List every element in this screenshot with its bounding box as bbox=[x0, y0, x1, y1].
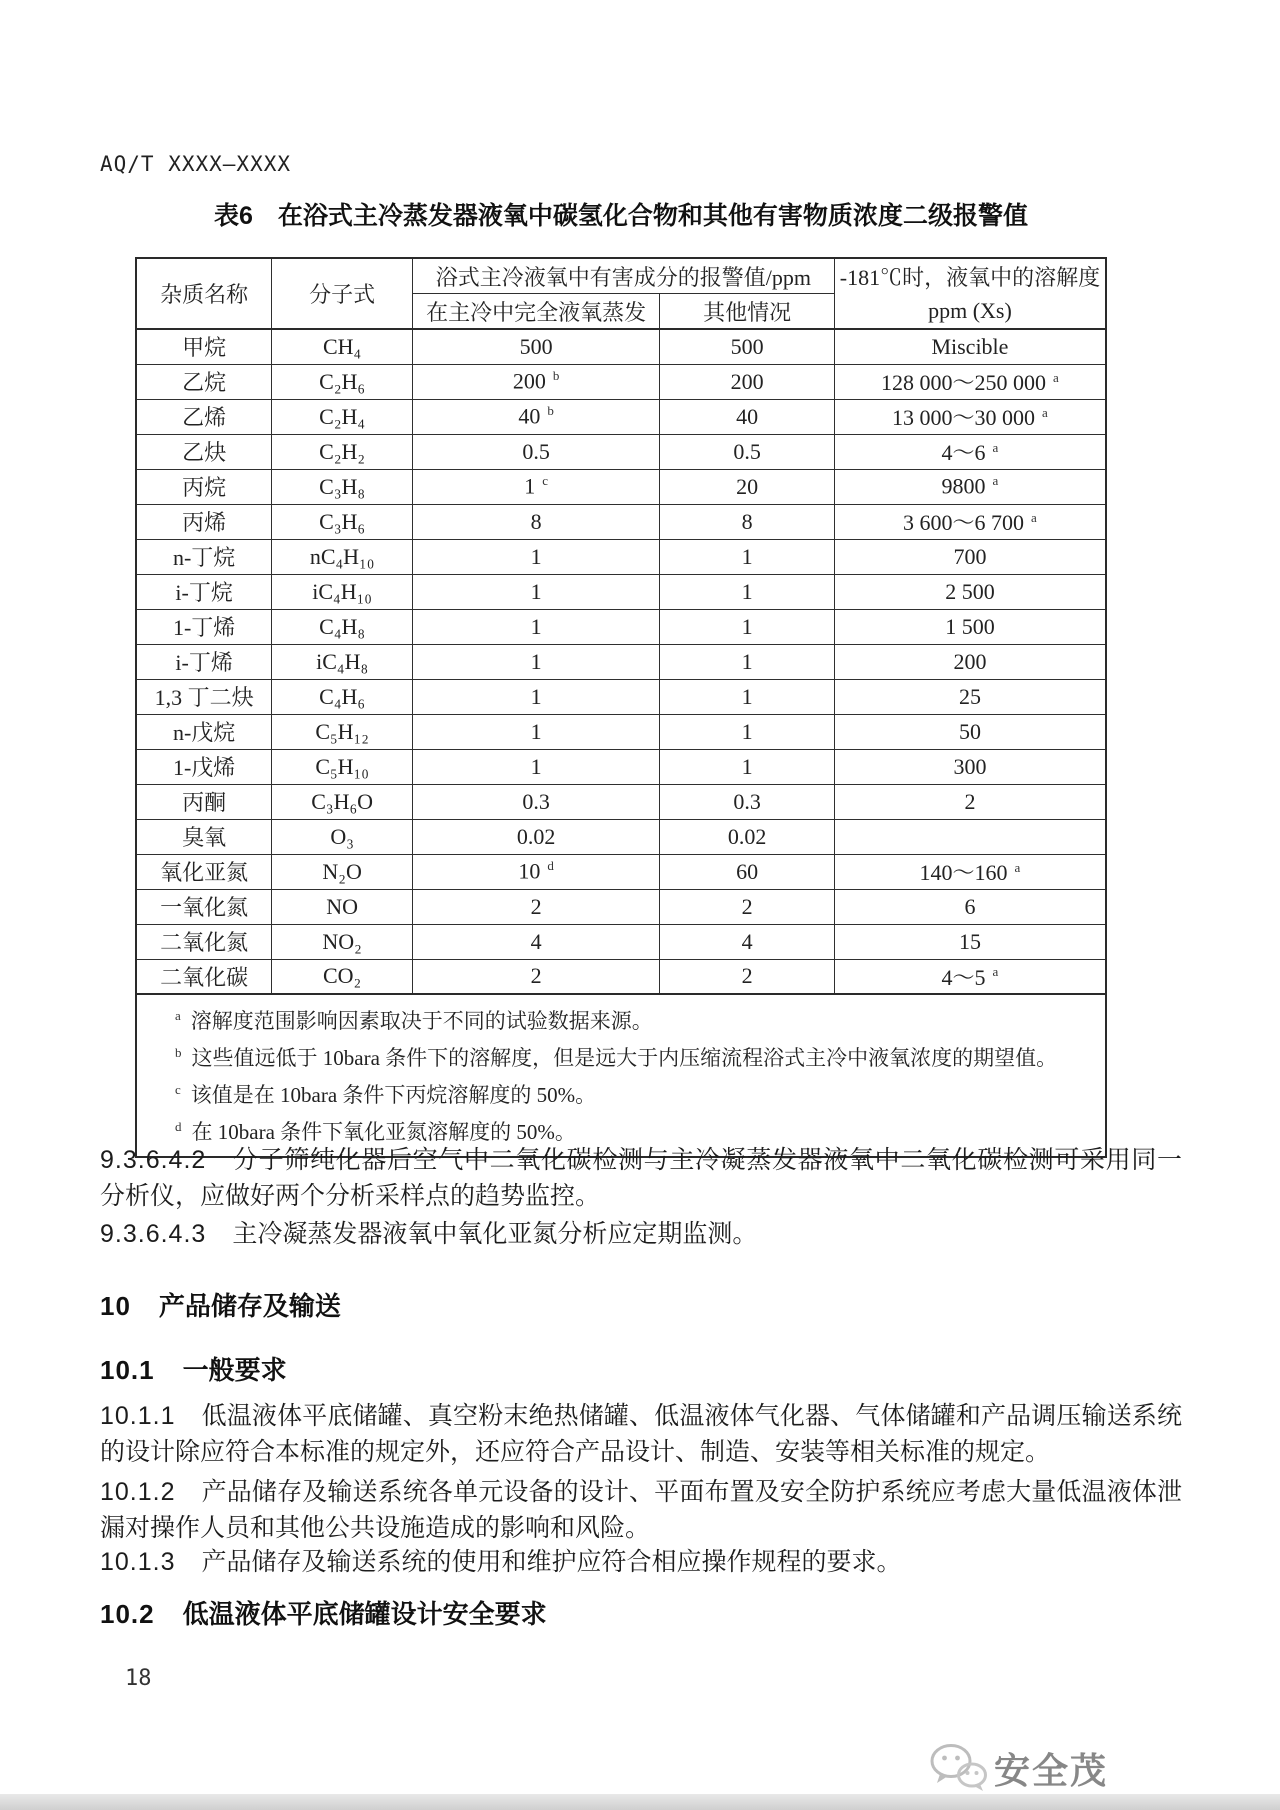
cell-alarm-full-evap: 1 bbox=[412, 749, 659, 784]
clause-text: 低温液体平底储罐、真空粉末绝热储罐、低温液体气化器、气体储罐和产品调压输送系统的设计除应符合本标准的规定外，还应符合产品设计、制造、安装等相关标准的规定。 bbox=[100, 1403, 1182, 1466]
cell-impurity-name: 甲烷 bbox=[136, 329, 272, 364]
watermark-logo bbox=[930, 1740, 1170, 1796]
cell-impurity-name: 丙烯 bbox=[136, 504, 272, 539]
cell-solubility: 128 000～250 000 $^a$ bbox=[834, 364, 1106, 399]
cell-alarm-other: 2 bbox=[660, 959, 835, 994]
cell-solubility: 15 bbox=[834, 924, 1106, 959]
cell-alarm-other: 0.3 bbox=[660, 784, 835, 819]
cell-impurity-name: 乙炔 bbox=[136, 434, 272, 469]
col-header-alarm-group: 浴式主冷液氧中有害成分的报警值/ppm bbox=[412, 258, 834, 294]
cell-alarm-other: 1 bbox=[660, 609, 835, 644]
cell-alarm-full-evap: 1 bbox=[412, 679, 659, 714]
clause-text: 主冷凝蒸发器液氧中氧化亚氮分析应定期监测。 bbox=[232, 1221, 758, 1248]
table-row bbox=[136, 329, 1106, 364]
table-row bbox=[136, 784, 1106, 819]
table-row bbox=[136, 959, 1106, 994]
cell-formula: C₅H₁₂ bbox=[272, 714, 413, 749]
footnote-marker: b bbox=[175, 1045, 182, 1060]
cell-alarm-full-evap: 500 bbox=[412, 329, 659, 364]
cell-solubility: 2 bbox=[834, 784, 1106, 819]
cell-solubility: 9800 $^a$ bbox=[834, 469, 1106, 504]
table-row bbox=[136, 714, 1106, 749]
cell-alarm-other: 1 bbox=[660, 749, 835, 784]
cell-formula: C₄H₈ bbox=[272, 609, 413, 644]
cell-impurity-name: 丙烷 bbox=[136, 469, 272, 504]
cell-alarm-other: 60 bbox=[660, 854, 835, 889]
clause-number: 10.1.3 bbox=[100, 1548, 176, 1576]
chat-bubbles-icon bbox=[930, 1743, 988, 1793]
table-row bbox=[136, 434, 1106, 469]
cell-alarm-full-evap: 1 bbox=[412, 574, 659, 609]
footnote-marker: a bbox=[992, 439, 999, 455]
footnote-marker: c bbox=[542, 473, 548, 489]
table-row bbox=[136, 679, 1106, 714]
cell-impurity-name: 1,3 丁二炔 bbox=[136, 679, 272, 714]
cell-alarm-other: 1 bbox=[660, 679, 835, 714]
clause-9-3-6-4-3 bbox=[100, 1216, 1182, 1253]
cell-alarm-full-evap: 1 bbox=[412, 539, 659, 574]
cell-impurity-name: n-丁烷 bbox=[136, 539, 272, 574]
cell-formula: CO₂ bbox=[272, 959, 413, 994]
cell-solubility: 2 500 bbox=[834, 574, 1106, 609]
clause-number: 10.1.2 bbox=[100, 1478, 176, 1506]
table-row bbox=[136, 819, 1106, 854]
clause-text: 分子筛纯化器后空气中二氧化碳检测与主冷凝蒸发器液氧中二氧化碳检测可采用同一分析仪，应做好两个分析采样点的趋势监控。 bbox=[100, 1147, 1182, 1210]
cell-impurity-name: 二氧化碳 bbox=[136, 959, 272, 994]
footnote-line: $^b$ 这些值远低于 10bara 条件下的溶解度，但是远大于内压缩流程浴式主冷中液氧浓度的期望值。 bbox=[175, 1045, 1058, 1070]
clause-text: 产品储存及输送系统各单元设备的设计、平面布置及安全防护系统应考虑大量低温液体泄漏对操作人员和其他公共设施造成的影响和风险。 bbox=[100, 1479, 1182, 1542]
cell-formula: C₃H₆O bbox=[272, 784, 413, 819]
col-header-formula: 分子式 bbox=[272, 258, 413, 329]
cell-formula: CH₄ bbox=[272, 329, 413, 364]
col-header-solubility bbox=[834, 258, 1106, 329]
cell-alarm-full-evap: 40 $^b$ bbox=[412, 399, 659, 434]
footnote-marker: a bbox=[1042, 404, 1048, 420]
cell-impurity-name: 1-戊烯 bbox=[136, 749, 272, 784]
cell-impurity-name: 乙烷 bbox=[136, 364, 272, 399]
cell-alarm-other: 500 bbox=[660, 329, 835, 364]
cell-alarm-other: 1 bbox=[660, 574, 835, 609]
cell-solubility: 700 bbox=[834, 539, 1106, 574]
standard-code: AQ/T XXXX—XXXX bbox=[100, 152, 292, 176]
cell-solubility: 25 bbox=[834, 679, 1106, 714]
cell-solubility: 4～5 $^a$ bbox=[834, 959, 1106, 994]
footnote-marker: a bbox=[175, 1008, 181, 1023]
footnote-marker: a bbox=[992, 473, 999, 489]
table6-title: 表6 在浴式主冷蒸发器液氧中碳氢化合物和其他有害物质浓度二级报警值 bbox=[214, 202, 1028, 230]
cell-alarm-other: 1 bbox=[660, 714, 835, 749]
cell-formula: C₂H₄ bbox=[272, 399, 413, 434]
footnote-marker: b bbox=[552, 368, 560, 384]
section-number: 10 bbox=[100, 1291, 131, 1321]
cell-alarm-full-evap: 1 $^c$ bbox=[412, 469, 659, 504]
col-header-full-evap: 在主冷中完全液氧蒸发 bbox=[412, 294, 659, 330]
cell-solubility bbox=[834, 819, 1106, 854]
clause-10-1-3 bbox=[100, 1544, 1182, 1581]
cell-impurity-name: 1-丁烯 bbox=[136, 609, 272, 644]
table-row bbox=[136, 924, 1106, 959]
cell-solubility: 4～6 $^a$ bbox=[834, 434, 1106, 469]
section-heading-10-2 bbox=[100, 1594, 1182, 1631]
cell-formula: O₃ bbox=[272, 819, 413, 854]
cell-alarm-other: 0.5 bbox=[660, 434, 835, 469]
table-row bbox=[136, 854, 1106, 889]
cell-impurity-name: 丙酮 bbox=[136, 784, 272, 819]
cell-alarm-full-evap: 2 bbox=[412, 889, 659, 924]
cell-formula: C₂H₆ bbox=[272, 364, 413, 399]
cell-formula: C₃H₆ bbox=[272, 504, 413, 539]
cell-alarm-full-evap: 1 bbox=[412, 714, 659, 749]
section-title: 低温液体平底储罐设计安全要求 bbox=[182, 1599, 547, 1629]
watermark-text: 安全茂 bbox=[994, 1749, 1109, 1791]
cell-alarm-other: 200 bbox=[660, 364, 835, 399]
footnote-marker: a bbox=[992, 964, 999, 980]
table-row bbox=[136, 364, 1106, 399]
page-number: 18 bbox=[125, 1666, 152, 1691]
table-footnote-row bbox=[136, 994, 1106, 1157]
cell-solubility: 140～160 $^a$ bbox=[834, 854, 1106, 889]
bottom-scan-strip bbox=[0, 1794, 1280, 1810]
table-row bbox=[136, 469, 1106, 504]
col-header-other-cases: 其他情况 bbox=[660, 294, 835, 330]
cell-alarm-full-evap: 8 bbox=[412, 504, 659, 539]
cell-alarm-full-evap: 1 bbox=[412, 644, 659, 679]
cell-impurity-name: 臭氧 bbox=[136, 819, 272, 854]
cell-alarm-other: 8 bbox=[660, 504, 835, 539]
table-row bbox=[136, 504, 1106, 539]
clause-number: 9.3.6.4.2 bbox=[100, 1146, 207, 1174]
cell-alarm-full-evap: 0.3 bbox=[412, 784, 659, 819]
cell-alarm-other: 2 bbox=[660, 889, 835, 924]
cell-solubility: 200 bbox=[834, 644, 1106, 679]
footnote-marker: a bbox=[1053, 369, 1059, 385]
cell-solubility: 6 bbox=[834, 889, 1106, 924]
cell-formula: iC₄H₈ bbox=[272, 644, 413, 679]
footnote-marker: a bbox=[1014, 859, 1021, 875]
clause-number: 9.3.6.4.3 bbox=[100, 1220, 207, 1248]
table-footnotes bbox=[136, 994, 1106, 1157]
section-number: 10.1 bbox=[100, 1355, 155, 1385]
cell-formula: nC₄H₁₀ bbox=[272, 539, 413, 574]
cell-alarm-full-evap: 2 bbox=[412, 959, 659, 994]
cell-solubility: Miscible bbox=[834, 329, 1106, 364]
table-row bbox=[136, 889, 1106, 924]
cell-formula: iC₄H₁₀ bbox=[272, 574, 413, 609]
footnote-marker: c bbox=[175, 1082, 181, 1097]
cell-alarm-full-evap: 200 $^b$ bbox=[412, 364, 659, 399]
table-row bbox=[136, 574, 1106, 609]
cell-formula: NO₂ bbox=[272, 924, 413, 959]
footnote-line: $^d$ 在 10bara 条件下氧化亚氮溶解度的 50%。 bbox=[175, 1119, 576, 1144]
cell-alarm-other: 4 bbox=[660, 924, 835, 959]
clause-10-1-1 bbox=[100, 1398, 1182, 1471]
cell-formula: C₃H₈ bbox=[272, 469, 413, 504]
table-row bbox=[136, 539, 1106, 574]
cell-formula: N₂O bbox=[272, 854, 413, 889]
cell-impurity-name: 二氧化氮 bbox=[136, 924, 272, 959]
section-heading-10 bbox=[100, 1286, 1182, 1323]
cell-alarm-full-evap: 4 bbox=[412, 924, 659, 959]
table-header-row-1 bbox=[136, 258, 1106, 294]
solubility-header-line1: -181℃时，液氧中的溶解度 bbox=[839, 264, 1101, 290]
clause-text: 产品储存及输送系统的使用和维护应符合相应操作规程的要求。 bbox=[201, 1549, 902, 1576]
cell-formula: C₂H₂ bbox=[272, 434, 413, 469]
cell-solubility: 50 bbox=[834, 714, 1106, 749]
clause-number: 10.1.1 bbox=[100, 1402, 176, 1430]
cell-alarm-full-evap: 0.5 bbox=[412, 434, 659, 469]
clause-10-1-2 bbox=[100, 1474, 1182, 1547]
cell-alarm-other: 40 bbox=[660, 399, 835, 434]
cell-impurity-name: i-丁烯 bbox=[136, 644, 272, 679]
cell-alarm-full-evap: 1 bbox=[412, 609, 659, 644]
section-heading-10-1 bbox=[100, 1350, 1182, 1387]
cell-alarm-other: 1 bbox=[660, 539, 835, 574]
table-row bbox=[136, 609, 1106, 644]
footnote-line: $^c$ 该值是在 10bara 条件下丙烷溶解度的 50%。 bbox=[175, 1082, 597, 1107]
cell-formula: C₅H₁₀ bbox=[272, 749, 413, 784]
clause-9-3-6-4-2 bbox=[100, 1142, 1182, 1215]
section-title: 产品储存及输送 bbox=[158, 1291, 341, 1321]
table-row bbox=[136, 399, 1106, 434]
cell-impurity-name: 一氧化氮 bbox=[136, 889, 272, 924]
cell-impurity-name: i-丁烷 bbox=[136, 574, 272, 609]
cell-alarm-full-evap: 0.02 bbox=[412, 819, 659, 854]
cell-solubility: 300 bbox=[834, 749, 1106, 784]
cell-solubility: 3 600～6 700 $^a$ bbox=[834, 504, 1106, 539]
section-number: 10.2 bbox=[100, 1599, 155, 1629]
footnote-line: $^a$ 溶解度范围影响因素取决于不同的试验数据来源。 bbox=[175, 1008, 653, 1033]
impurity-alarm-table bbox=[135, 257, 1107, 1158]
cell-impurity-name: 乙烯 bbox=[136, 399, 272, 434]
footnote-marker: d bbox=[547, 858, 554, 874]
cell-solubility: 1 500 bbox=[834, 609, 1106, 644]
footnote-marker: d bbox=[175, 1119, 182, 1134]
cell-alarm-other: 20 bbox=[660, 469, 835, 504]
cell-impurity-name: 氧化亚氮 bbox=[136, 854, 272, 889]
cell-impurity-name: n-戊烷 bbox=[136, 714, 272, 749]
cell-alarm-full-evap: 10 $^d$ bbox=[412, 854, 659, 889]
table-row bbox=[136, 749, 1106, 784]
col-header-impurity: 杂质名称 bbox=[136, 258, 272, 329]
cell-solubility: 13 000～30 000 $^a$ bbox=[834, 399, 1106, 434]
cell-formula: C₄H₆ bbox=[272, 679, 413, 714]
section-title: 一般要求 bbox=[182, 1355, 287, 1385]
solubility-header-line2: ppm (Xs) bbox=[928, 297, 1012, 323]
table-row bbox=[136, 644, 1106, 679]
cell-formula: NO bbox=[272, 889, 413, 924]
cell-alarm-other: 0.02 bbox=[660, 819, 835, 854]
footnote-marker: b bbox=[547, 403, 554, 419]
footnote-marker: a bbox=[1031, 509, 1037, 525]
cell-alarm-other: 1 bbox=[660, 644, 835, 679]
